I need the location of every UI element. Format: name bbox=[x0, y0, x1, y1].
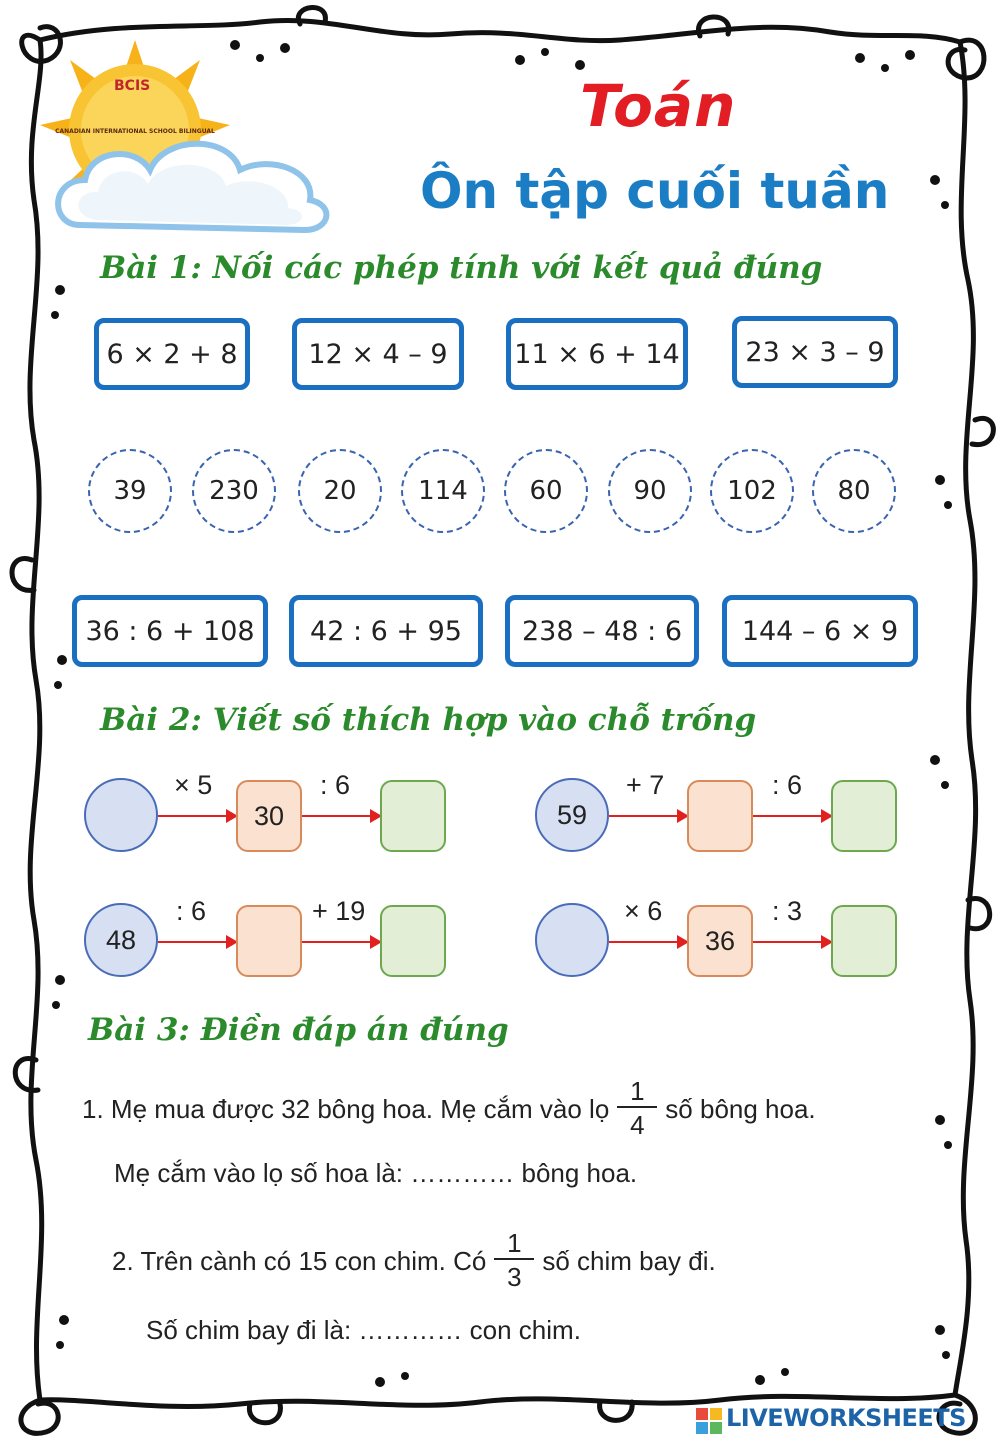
chain3-middle-box[interactable] bbox=[236, 905, 302, 977]
top-expression-4[interactable]: 23 × 3 – 9 bbox=[732, 316, 898, 388]
question2-line bbox=[112, 1228, 716, 1294]
answer-circle-7[interactable]: 102 bbox=[710, 449, 794, 533]
exercise3-heading: Bài 3: Điền đáp án đúng bbox=[88, 1012, 509, 1048]
chain1-arrow1 bbox=[158, 815, 236, 817]
bottom-expression-2[interactable]: 42 : 6 + 95 bbox=[289, 595, 483, 667]
exercise1-heading: Bài 1: Nối các phép tính với kết quả đúng bbox=[100, 250, 823, 286]
chain3-op1: : 6 bbox=[176, 896, 207, 926]
question1-text-after: số bông hoa. bbox=[665, 1093, 816, 1124]
chain1-op1: × 5 bbox=[174, 770, 213, 800]
chain4-arrow1 bbox=[609, 941, 687, 943]
chain3-arrow2 bbox=[302, 941, 380, 943]
chain2-arrow1 bbox=[609, 815, 687, 817]
chain4-middle-box[interactable]: 36 bbox=[687, 905, 753, 977]
answer-circle-6[interactable]: 90 bbox=[608, 449, 692, 533]
question2-text: 2. Trên cành có 15 con chim. Có bbox=[112, 1245, 487, 1276]
chain1-middle-box[interactable]: 30 bbox=[236, 780, 302, 852]
answer-circle-3[interactable]: 20 bbox=[298, 449, 382, 533]
chain4-end-box[interactable] bbox=[831, 905, 897, 977]
question1-line bbox=[82, 1076, 816, 1142]
question2-fraction bbox=[494, 1228, 534, 1294]
liveworksheets-logo-icon bbox=[696, 1408, 722, 1434]
question2-fraction-denominator: 3 bbox=[507, 1262, 522, 1292]
chain4-start-circle[interactable] bbox=[535, 903, 609, 977]
top-expression-1[interactable]: 6 × 2 + 8 bbox=[94, 318, 250, 390]
chain1-op2: : 6 bbox=[320, 770, 351, 800]
exercise2-heading: Bài 2: Viết số thích hợp vào chỗ trống bbox=[100, 702, 757, 738]
question1-answer-line[interactable]: Mẹ cắm vào lọ số hoa là: ………… bông hoa. bbox=[114, 1158, 638, 1188]
chain1-end-box[interactable] bbox=[380, 780, 446, 852]
question2-answer-line[interactable]: Số chim bay đi là: ………… con chim. bbox=[146, 1315, 581, 1345]
chain3-arrow1 bbox=[158, 941, 236, 943]
question1-text: 1. Mẹ mua được 32 bông hoa. Mẹ cắm vào lọ bbox=[82, 1093, 610, 1124]
chain2-op2: : 6 bbox=[772, 770, 803, 800]
chain2-end-box[interactable] bbox=[831, 780, 897, 852]
question1-fraction bbox=[617, 1076, 657, 1142]
bottom-expression-1[interactable]: 36 : 6 + 108 bbox=[72, 595, 268, 667]
answer-circle-8[interactable]: 80 bbox=[812, 449, 896, 533]
question1-fraction-denominator: 4 bbox=[630, 1110, 645, 1140]
answer-circle-2[interactable]: 230 bbox=[192, 449, 276, 533]
sun-cloud-icon bbox=[40, 40, 340, 240]
answer-circle-5[interactable]: 60 bbox=[504, 449, 588, 533]
chain2-arrow2 bbox=[753, 815, 831, 817]
page-title: Toán bbox=[580, 72, 737, 140]
chain3-start-circle[interactable]: 48 bbox=[84, 903, 158, 977]
answer-circle-4[interactable]: 114 bbox=[401, 449, 485, 533]
question2-text-after: số chim bay đi. bbox=[542, 1245, 716, 1276]
chain1-arrow2 bbox=[302, 815, 380, 817]
chain3-op2: + 19 bbox=[312, 896, 366, 926]
school-logo bbox=[40, 40, 340, 240]
chain4-op1: × 6 bbox=[624, 896, 663, 926]
question1-fraction-numerator: 1 bbox=[630, 1076, 645, 1106]
top-expression-3[interactable]: 11 × 6 + 14 bbox=[506, 318, 688, 390]
answer-circle-1[interactable]: 39 bbox=[88, 449, 172, 533]
page-subtitle: Ôn tập cuối tuần bbox=[420, 162, 890, 220]
bottom-expression-4[interactable]: 144 – 6 × 9 bbox=[722, 595, 918, 667]
chain4-arrow2 bbox=[753, 941, 831, 943]
top-expression-2[interactable]: 12 × 4 – 9 bbox=[292, 318, 464, 390]
chain2-op1: + 7 bbox=[626, 770, 665, 800]
logo-text: BCIS bbox=[114, 78, 151, 94]
bottom-expression-3[interactable]: 238 – 48 : 6 bbox=[505, 595, 699, 667]
chain4-op2: : 3 bbox=[772, 896, 803, 926]
chain3-end-box[interactable] bbox=[380, 905, 446, 977]
question2-fraction-numerator: 1 bbox=[507, 1228, 522, 1258]
liveworksheets-brand[interactable]: LIVEWORKSHEETS bbox=[726, 1404, 966, 1432]
chain1-start-circle[interactable] bbox=[84, 778, 158, 852]
chain2-middle-box[interactable] bbox=[687, 780, 753, 852]
chain2-start-circle[interactable]: 59 bbox=[535, 778, 609, 852]
logo-subtext: CANADIAN INTERNATIONAL SCHOOL BILINGUAL bbox=[55, 128, 215, 135]
